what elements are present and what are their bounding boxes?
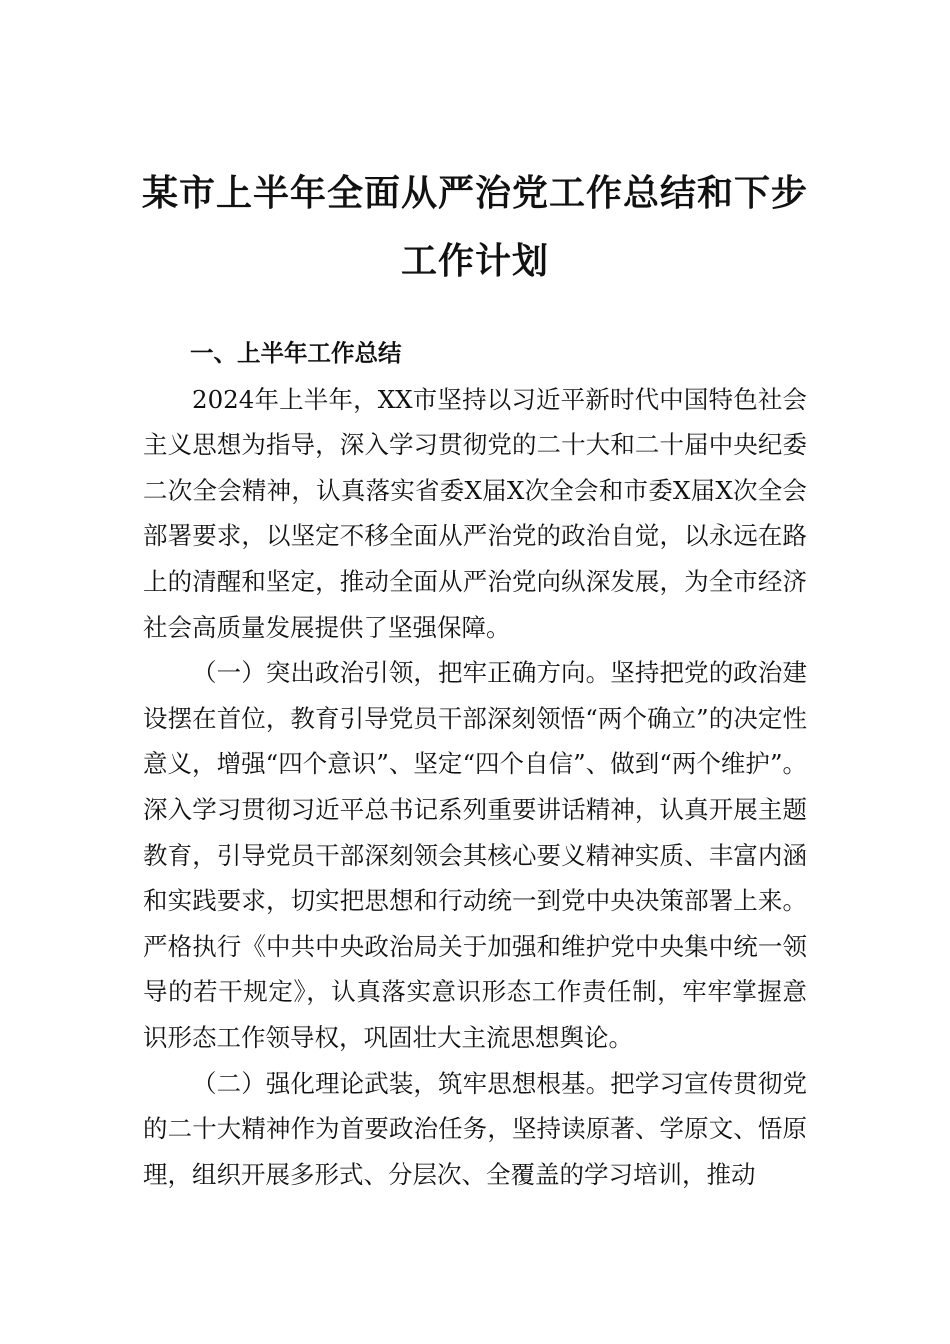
item-2-body: 把学习宣传贯彻党的二十大精神作为首要政治任务，坚持读原著、学原文、悟原理，组织开展多形式、分层次、全覆盖的学习培训，推动 <box>143 1068 808 1189</box>
section-heading: 一、上半年工作总结 <box>190 339 402 367</box>
document-title-line-2: 工作计划 <box>400 240 549 282</box>
intro-paragraph: 2024年上半年，XX市坚持以习近平新时代中国特色社会主义思想为指导，深入学习贯彻党的二十大和二十届中央纪委二次全会精神，认真落实省委X届X次全会和市委X届X次全会部署要求，以坚定不移全面从严治党的政治自觉，以永远在路上的清醒和坚定，推动全面从严治党向纵深发展，为全市经济社会高质量发展提供了坚强保障。 <box>143 384 807 642</box>
item-2-paragraph <box>143 1061 807 1198</box>
item-1-paragraph <box>143 650 807 1060</box>
item-1-body: 坚持把党的政治建设摆在首位，教育引导党员干部深刻领悟“两个确立”的决定性意义，增强“四个意识”、坚定“四个自信”、做到“两个维护”。深入学习贯彻习近平总书记系列重要讲话精神，认真开展主题教育，引导党员干部深刻领会其核心要义精神实质、丰富内涵和实践要求，切实把思想和行动统一到党中央决策部署上来。严格执行《中共中央政治局关于加强和维护党中央集中统一领导的若干规定》，认真落实意识形态工作责任制，牢牢掌握意识形态工作领导权，巩固壮大主流思想舆论。 <box>143 658 808 1052</box>
document-title-line-1: 某市上半年全面从严治党工作总结和下步 <box>141 172 808 214</box>
item-2-lead: （二）强化理论武装，筑牢思想根基。 <box>192 1068 611 1098</box>
document-body <box>143 331 807 1197</box>
item-1-lead: （一）突出政治引领，把牢正确方向。 <box>192 658 611 688</box>
